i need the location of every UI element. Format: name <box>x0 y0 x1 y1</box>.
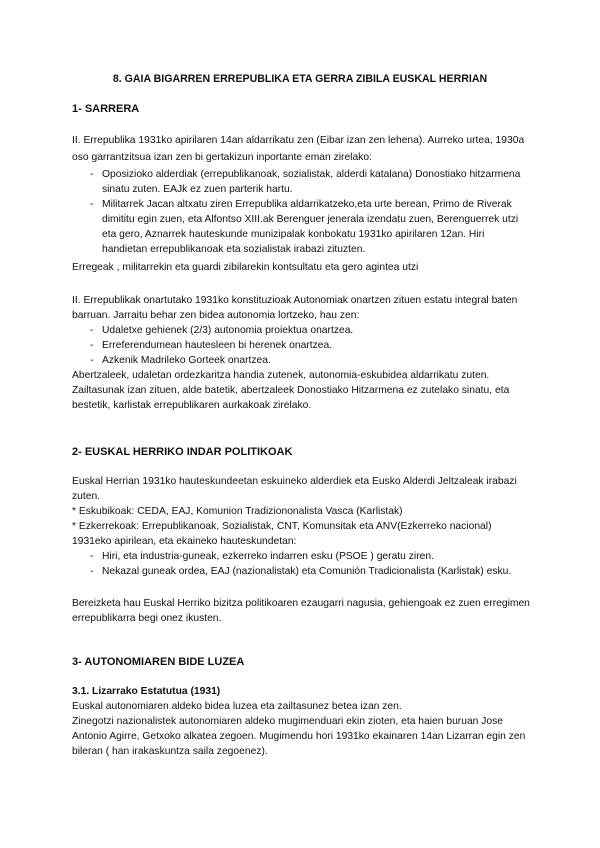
section-3-paragraph-2: Zinegotzi nazionalistek autonomiaren aldeko mugimenduari ekin zioten, eta haien buruan Jose Antonio Agirre, Getxoko alkatea zegoen. Mugimendu hori 1931ko ekainaren 14an Lizarran egin zen bileran ( han irakaskuntza saila zegoenez). <box>72 716 526 757</box>
section-1-intro: II. Errepublika 1931ko apirilaren 14an aldarrikatu zen (Eibar izan zen lehena). Aurreko urtea, 1930a oso garrantzitsua izan zen bi gertakizun inportante eman zirelako: <box>72 135 525 163</box>
list-item: - Udaletxe gehienek (2/3) autonomia proiektua onartzea. <box>72 323 530 338</box>
list-item: - Azkenik Madrileko Gorteek onartzea. <box>72 353 530 368</box>
section-2-bullet-list <box>72 549 530 579</box>
section-2-right-parties: * Eskubikoak: CEDA, EAJ, Komunion Tradiziononalista Vasca (Karlistak) <box>72 506 403 517</box>
section-1-paragraph-2: II. Errepublikak onartutako 1931ko konstituzioak Autonomiak onartzen zituen estatu integral baten barruan. Jarraitu behar zen bidea autonomia lortzeko, hau zen: <box>72 295 518 321</box>
section-1-after-text: Erregeak , militarrekin eta guardi zibilarekin kontsultatu eta gero agintea utzi <box>72 262 419 273</box>
section-2-paragraph-2: Bereizketa hau Euskal Herriko bizitza politikoaren ezaugarri nagusia, gehiengoak ez zuen erregimen errepublikarra begi onez ikusten. <box>72 598 530 624</box>
section-2-left-parties: * Ezkerrekoak: Errepublikanoak, Sozialistak, CNT, Komunsitak eta ANV(Ezkerreko nacional) 1931eko apirilean, eta ekaineko hauteskundetan: <box>72 521 492 547</box>
section-3-1-subheading: 3.1. Lizarrako Estatutua (1931) <box>72 686 221 697</box>
section-2-paragraph-1: Euskal Herrian 1931ko hauteskundeetan eskuineko alderdiek eta Eusko Alderdi Jeltzaleak irabazi zuten. <box>72 476 517 502</box>
list-item: - Nekazal guneak ordea, EAJ (nazionalistak) eta Comunión Tradicionalista (Karlistak) esku. <box>72 564 530 579</box>
section-1-bullet-list <box>72 167 530 257</box>
section-1-heading: 1- SARRERA <box>72 103 140 115</box>
list-item: - Militarrek Jacan altxatu ziren Errepublika aldarrikatzeko,eta urte berean, Primo de Riverak dimititu egin zuen, eta Alfontso XIII.ak Berenguer jenerala izendatu zuen, Berenguerrek utzi eta gero, Aznarrek hauteskunde munizipalak konbokatu 1931ko apirilaren 12an. Hiri handietan errepublikanoak eta sozialistak irabazi zituzten. <box>72 197 530 257</box>
section-2-heading: 2- EUSKAL HERRIKO INDAR POLITIKOAK <box>72 446 293 458</box>
section-3-paragraph-1: Euskal autonomiaren aldeko bidea luzea eta zailtasunez betea izan zen. <box>72 701 402 712</box>
section-1-paragraph-3: Abertzaleek, udaletan ordezkaritza handia zutenek, autonomia-eskubidea aldarrikatu zuten. Zailtasunak izan zituen, alde batetik, abertzaleek Donostiako Hitzarmena ez zutelako sinatu, eta bestetik, karlistak errepublikaren aurkakoak zirelako. <box>72 370 510 411</box>
list-item: - Erreferendumean hautesleen bi herenek onartzea. <box>72 338 530 353</box>
list-item: - Hiri, eta industria-guneak, ezkerreko indarren esku (PSOE ) geratu ziren. <box>72 549 530 564</box>
section-3-heading: 3- AUTONOMIAREN BIDE LUZEA <box>72 656 245 668</box>
section-1-steps-list <box>72 323 530 368</box>
document-title: 8. GAIA BIGARREN ERREPUBLIKA ETA GERRA ZIBILA EUSKAL HERRIAN <box>112 73 488 85</box>
list-item: - Oposizioko alderdiak (errepublikanoak, sozialistak, alderdi katalana) Donostiako hitzarmena sinatu zuten. EAJk ez zuen parterik hartu. <box>72 167 530 197</box>
